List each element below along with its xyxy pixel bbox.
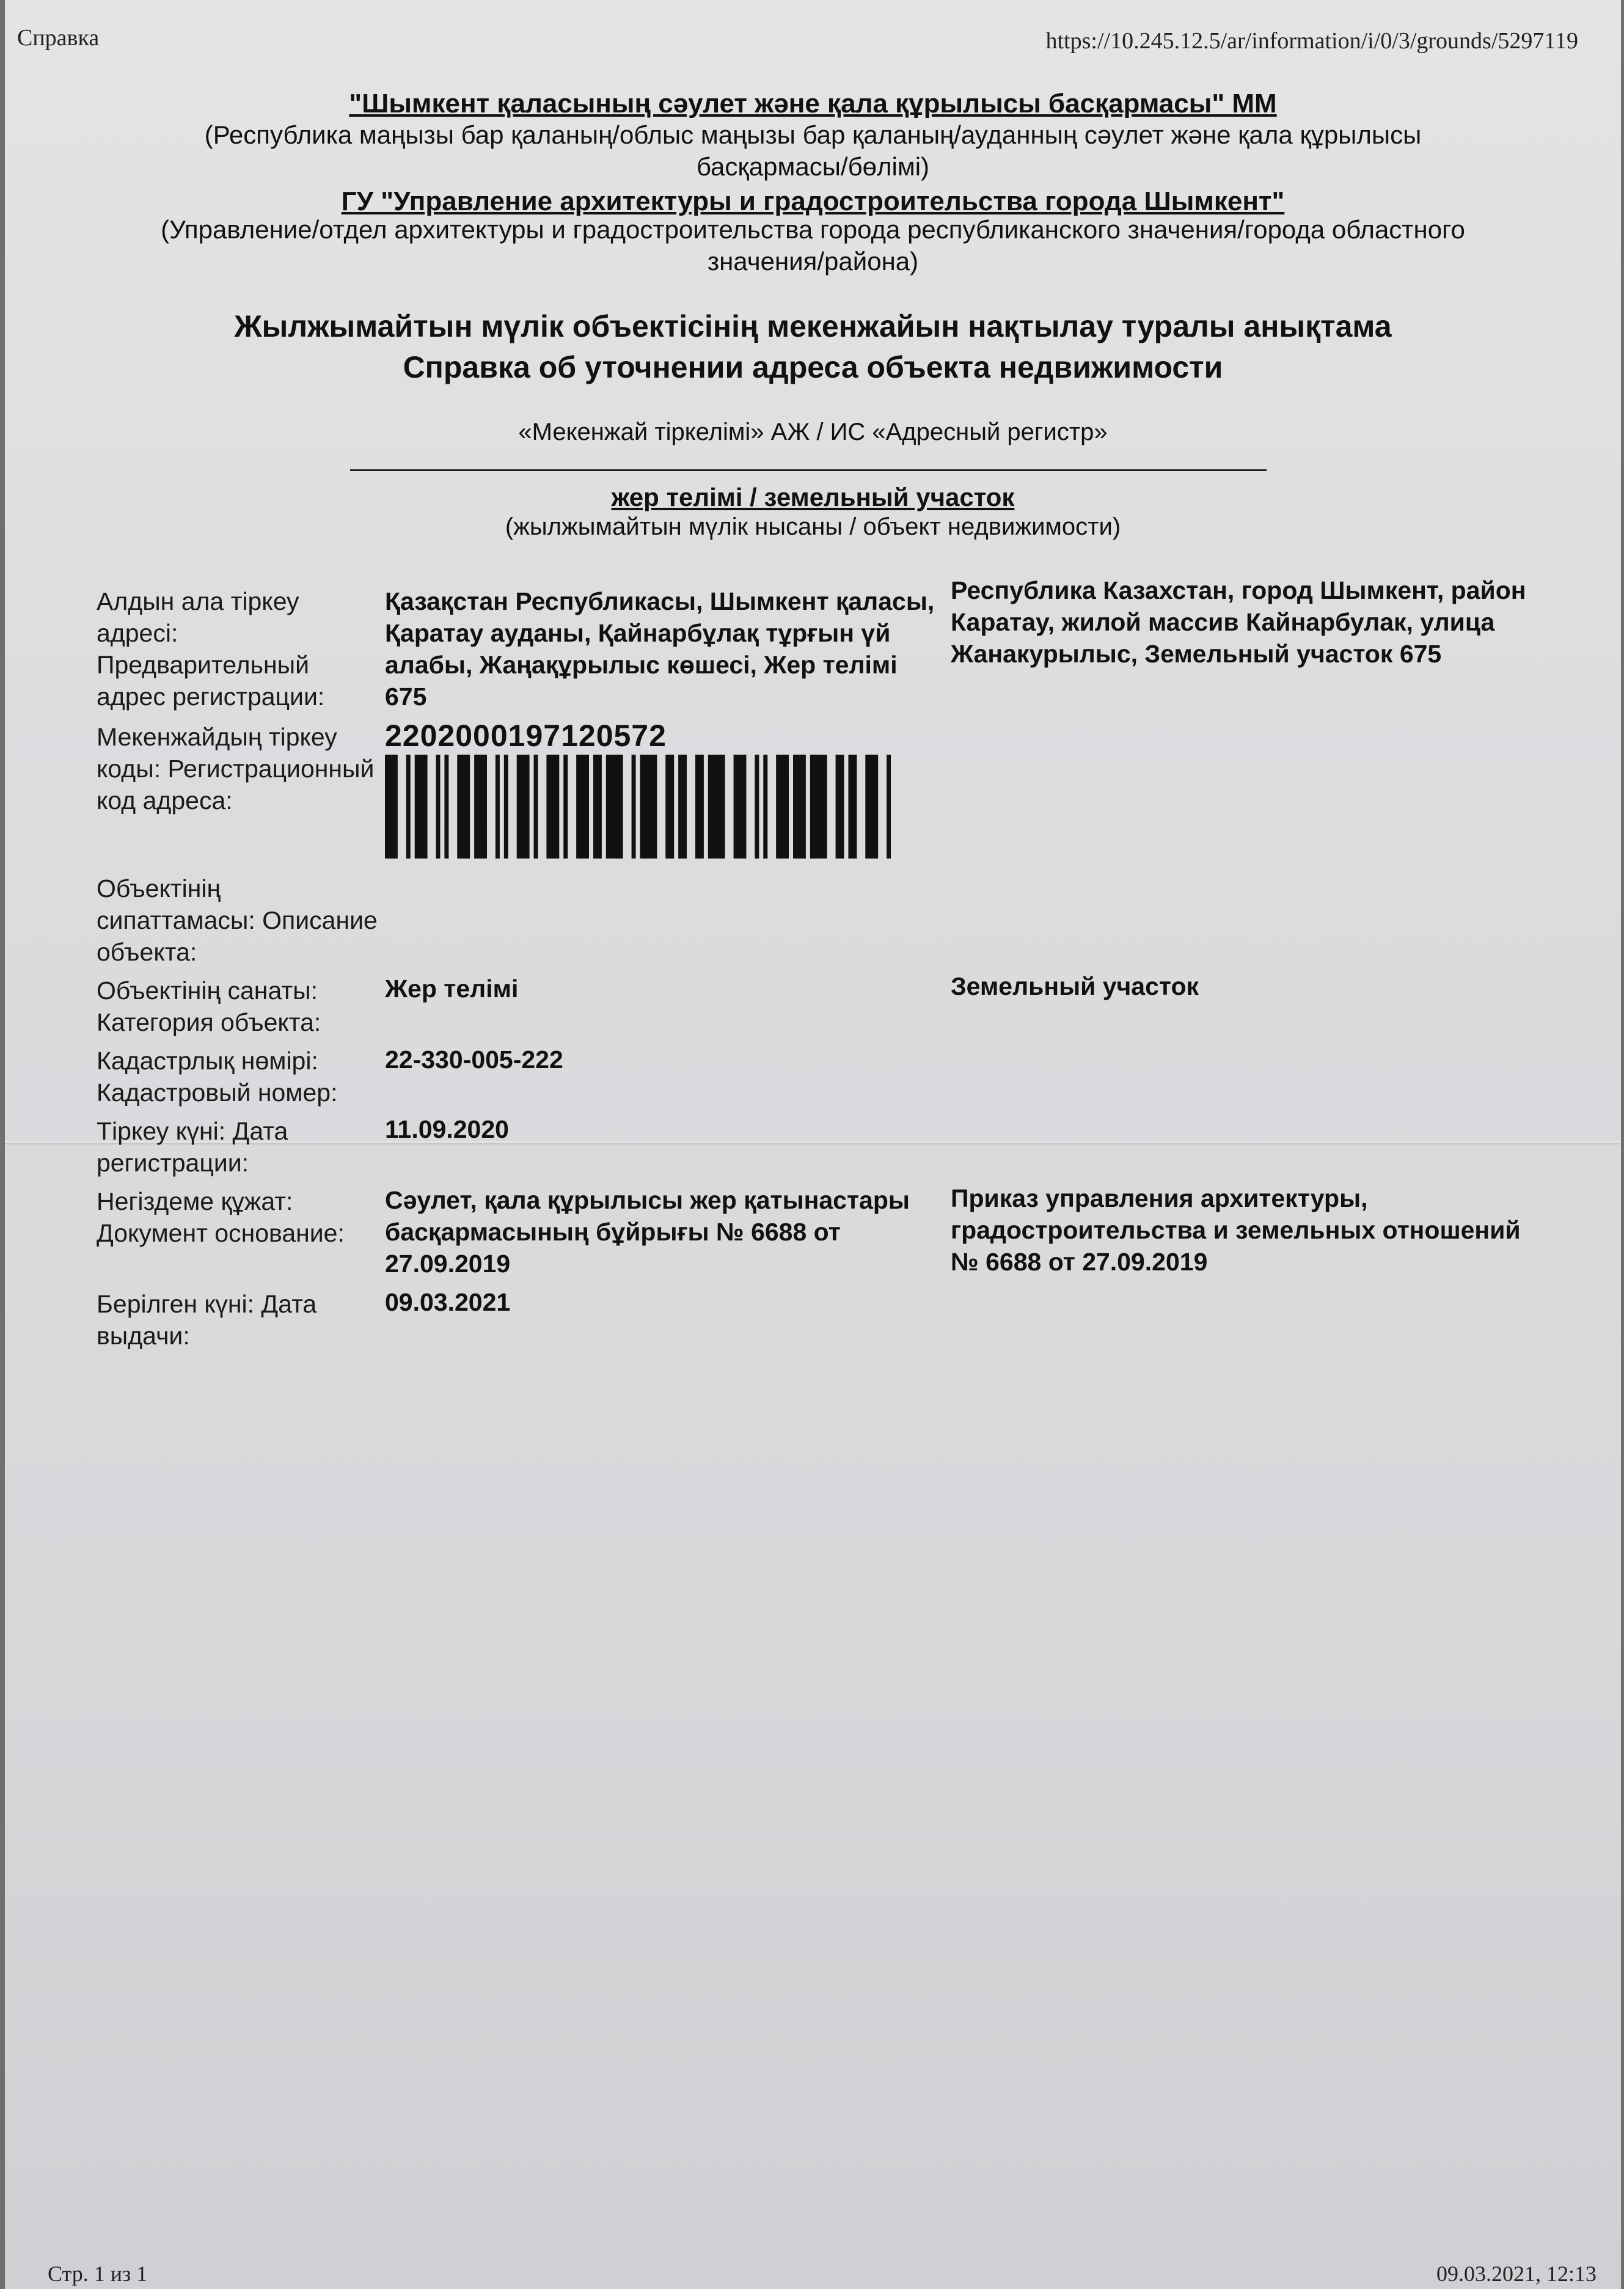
category-ru: Земельный участок xyxy=(951,972,1199,1000)
barcode-bar xyxy=(678,755,687,859)
divider-line xyxy=(350,469,1267,471)
category-kz: Жер телімі xyxy=(385,975,519,1003)
barcode-bar xyxy=(546,755,559,859)
barcode-bar xyxy=(576,755,589,859)
barcode-bar xyxy=(640,755,657,859)
issue-date-label: Берілген күні: Дата выдачи: xyxy=(97,1290,317,1350)
barcode-bar xyxy=(763,755,767,859)
basis-label: Негіздеме құжат: Документ основание: xyxy=(97,1187,345,1247)
object-type: жер телімі / земельный участок xyxy=(611,483,1015,511)
barcode-bar xyxy=(865,755,878,859)
reg-code-value: 2202000197120572 xyxy=(385,719,667,753)
barcode-bar xyxy=(436,755,441,859)
address-kz: Қазақстан Республикасы, Шымкент қаласы, Қаратау ауданы, Қайнарбұлақ тұрғын үй алабы, Жаңақұрылыс көшесі, Жер телімі 675 xyxy=(385,587,935,711)
barcode-bar xyxy=(776,755,789,859)
reg-date-value: 11.09.2020 xyxy=(385,1115,509,1143)
org-name-kz: "Шымкент қаласының сәулет және қала құрылысы басқармасы" ММ xyxy=(349,89,1277,119)
category-label: Объектінің санаты: Категория объекта: xyxy=(97,976,321,1036)
page-number: Стр. 1 из 1 xyxy=(48,2262,148,2286)
print-datetime: 09.03.2021, 12:13 xyxy=(1436,2262,1597,2286)
org-name-ru: ГУ "Управление архитектуры и градостроительства города Шымкент" xyxy=(341,186,1285,216)
cadastral-value: 22-330-005-222 xyxy=(385,1046,563,1074)
barcode-bar xyxy=(534,755,538,859)
barcode-bar xyxy=(593,755,602,859)
org-desc-kz: (Республика маңызы бар қаланың/облыс маңызы бар қаланың/ауданның сәулет және қала құрылысы басқармасы/бөлімі) xyxy=(204,120,1422,181)
barcode-bar xyxy=(457,755,470,859)
document-page xyxy=(5,0,1621,2289)
barcode-bar xyxy=(887,755,891,859)
print-header-url: https://10.245.12.5/ar/information/i/0/3/grounds/5297119 xyxy=(1045,28,1578,54)
barcode-bar xyxy=(474,755,487,859)
org-desc-ru: (Управление/отдел архитектуры и градостроительства города республиканского значения/города областного значения/района) xyxy=(161,215,1465,276)
document-title-ru: Справка об уточнении адреса объекта недвижимости xyxy=(403,350,1223,384)
barcode-bar xyxy=(836,755,844,859)
basis-kz: Сәулет, қала құрылысы жер қатынастары басқармасының бұйрығы № 6688 от 27.09.2019 xyxy=(385,1186,910,1278)
registry-name: «Мекенжай тіркелімі» АЖ / ИС «Адресный регистр» xyxy=(518,419,1108,445)
print-header-left: Справка xyxy=(17,25,100,51)
address-ru: Республика Казахстан, город Шымкент, район Каратау, жилой массив Кайнарбулак, улица Жанакурылыс, Земельный участок 675 xyxy=(951,576,1526,668)
barcode-bar xyxy=(695,755,704,859)
document-title-kz: Жылжымайтын мүлік объектісінің мекенжайын нақтылау туралы анықтама xyxy=(234,309,1392,343)
description-label: Объектінің сипаттамасы: Описание объекта: xyxy=(97,874,378,966)
barcode-bar xyxy=(385,755,398,859)
reg-date-label: Тіркеу күні: Дата регистрации: xyxy=(97,1117,288,1177)
barcode-bar xyxy=(848,755,857,859)
cadastral-label: Кадастрлық нөмірі: Кадастровый номер: xyxy=(97,1047,338,1107)
issue-date-value: 09.03.2021 xyxy=(385,1288,511,1316)
barcode-bar xyxy=(415,755,428,859)
barcode-bar xyxy=(793,755,806,859)
barcode-bar xyxy=(734,755,747,859)
barcode-bar xyxy=(496,755,500,859)
barcode-bar xyxy=(563,755,568,859)
barcode-bar xyxy=(632,755,636,859)
barcode-bar xyxy=(755,755,759,859)
reg-code-label: Мекенжайдың тіркеу коды: Регистрационный код адреса: xyxy=(97,723,375,815)
barcode-bar xyxy=(444,755,448,859)
barcode-bar xyxy=(406,755,411,859)
barcode-bar xyxy=(810,755,827,859)
address-label: Алдын ала тіркеу адресі: Предварительный адрес регистрации: xyxy=(97,587,325,711)
barcode-bar xyxy=(517,755,530,859)
barcode-bar xyxy=(606,755,623,859)
object-type-caption: (жылжымайтын мүлік нысаны / объект недвижимости) xyxy=(505,513,1121,540)
barcode-bar xyxy=(504,755,508,859)
barcode-image xyxy=(385,755,895,859)
barcode-bar xyxy=(665,755,674,859)
barcode-bar xyxy=(708,755,725,859)
basis-ru: Приказ управления архитектуры, градостроительства и земельных отношений № 6688 от 27.09.2019 xyxy=(951,1184,1521,1276)
